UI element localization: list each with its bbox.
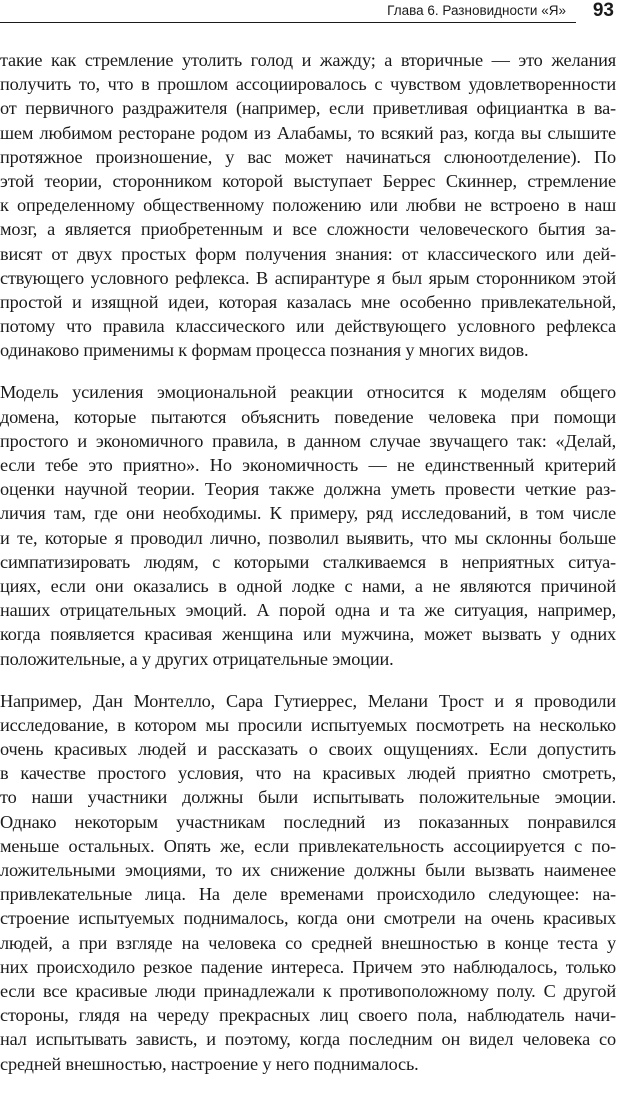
text-line: получить то, что в прошлом ассоциировалось с чувством удовлетворенности: [0, 74, 616, 95]
text-line: очень красивых людей и рассказать о своих ощущениях. Если допустить: [0, 739, 616, 760]
text-line: то наши участники должны были испытывать положительные эмоции.: [0, 787, 616, 808]
text-line: висят от двух простых форм получения знания: от классического или дей-: [0, 243, 616, 264]
text-line: мозг, а является приобретенным и все сложности человеческого бытия за-: [0, 219, 616, 240]
text-line: оценки научной теории. Теория также должна уметь провести четкие раз-: [0, 479, 616, 500]
paragraph: [0, 48, 616, 362]
text-line: одинаково применимы к формам процесса познания у многих видов.: [0, 340, 529, 361]
text-line: наших отрицательных эмоций. А порой одна и та же ситуация, например,: [0, 600, 616, 621]
text-line: меньше остальных. Опять же, если привлекательность ассоциируется с по-: [0, 835, 616, 856]
text-line: этой теории, сторонником которой выступает Беррес Скиннер, стремление: [0, 170, 616, 191]
text-line: циях, если они оказались в одной лодке с нами, а не являются причиной: [0, 575, 616, 596]
text-line: от первичного раздражителя (например, если приветливая официантка в ва-: [0, 98, 616, 119]
paragraph: [0, 380, 616, 670]
text-line: привлекательные лица. На деле временами происходило следующее: на-: [0, 884, 616, 905]
text-line: простой и изящной идеи, которая казалась мне особенно привлекательной,: [0, 291, 616, 312]
body-text: [0, 48, 616, 1094]
running-head: Глава 6. Разновидности «Я»: [381, 2, 566, 20]
text-line: такие как стремление утолить голод и жажду; а вторичные — это желания: [0, 50, 616, 70]
paragraph: [0, 689, 616, 1076]
text-line: к определенному общественному положению или любви не встроено в наш: [0, 195, 616, 216]
text-line: когда появляется красивая женщина или мужчина, может вызвать у одних: [0, 624, 616, 645]
text-line: личия там, где они необходимы. К примеру, ряд исследований, в том числе: [0, 503, 616, 524]
text-line: домена, которые пытаются объяснить поведение человека при помощи: [0, 406, 616, 427]
text-line: стороны, глядя на череду прекрасных лиц своего пола, наблюдатель начи-: [0, 1005, 616, 1026]
text-line: ствующего условного рефлекса. В аспирантуре я был ярым сторонником этой: [0, 267, 616, 288]
header-rule: [0, 22, 576, 23]
text-line: в качестве простого условия, что на красивых людей приятно смотреть,: [0, 763, 616, 784]
text-line: Например, Дан Монтелло, Сара Гутиеррес, Мелани Трост и я проводили: [0, 690, 616, 711]
page-number: 93: [592, 0, 614, 21]
text-line: потому что правила классического или действующего условного рефлекса: [0, 316, 616, 337]
text-line: шем любимом ресторане родом из Алабамы, то всякий раз, когда вы слышите: [0, 122, 616, 143]
text-line: и те, которые я проводил лично, позволил выявить, что мы склонны больше: [0, 527, 616, 548]
text-line: положительные, а у других отрицательные эмоции.: [0, 648, 394, 669]
text-line: протяжное произношение, у вас может начинаться слюноотделение). По: [0, 146, 616, 167]
text-line: средней внешностью, настроение у него поднималось.: [0, 1053, 419, 1074]
text-line: если тебе это приятно». Но экономичность — не единственный критерий: [0, 455, 616, 475]
text-line: строение испытуемых поднималось, когда они смотрели на очень красивых: [0, 908, 616, 929]
text-line: людей, а при взгляде на человека со средней внешностью в конце теста у: [0, 932, 616, 953]
text-line: Однако некоторым участникам последний из показанных понравился: [0, 811, 616, 832]
text-line: симпатизировать людям, с которыми сталкиваемся в неприятных ситуа-: [0, 551, 616, 572]
text-line: простого и экономичного правила, в данном случае звучащего так: «Делай,: [0, 430, 616, 451]
text-line: нал испытывать зависть, и поэтому, когда последним он видел человека со: [0, 1029, 616, 1050]
page-header: [0, 0, 620, 30]
text-line: ложительными эмоциями, то их снижение должны были вызвать наименее: [0, 860, 616, 880]
text-line: них происходило резкое падение интереса. Причем это наблюдалось, только: [0, 956, 616, 977]
text-line: исследование, в котором мы просили испытуемых посмотреть на несколько: [0, 714, 616, 735]
text-line: если все красивые люди принадлежали к противоположному полу. С другой: [0, 980, 616, 1001]
text-line: Модель усиления эмоциональной реакции относится к моделям общего: [0, 382, 616, 403]
